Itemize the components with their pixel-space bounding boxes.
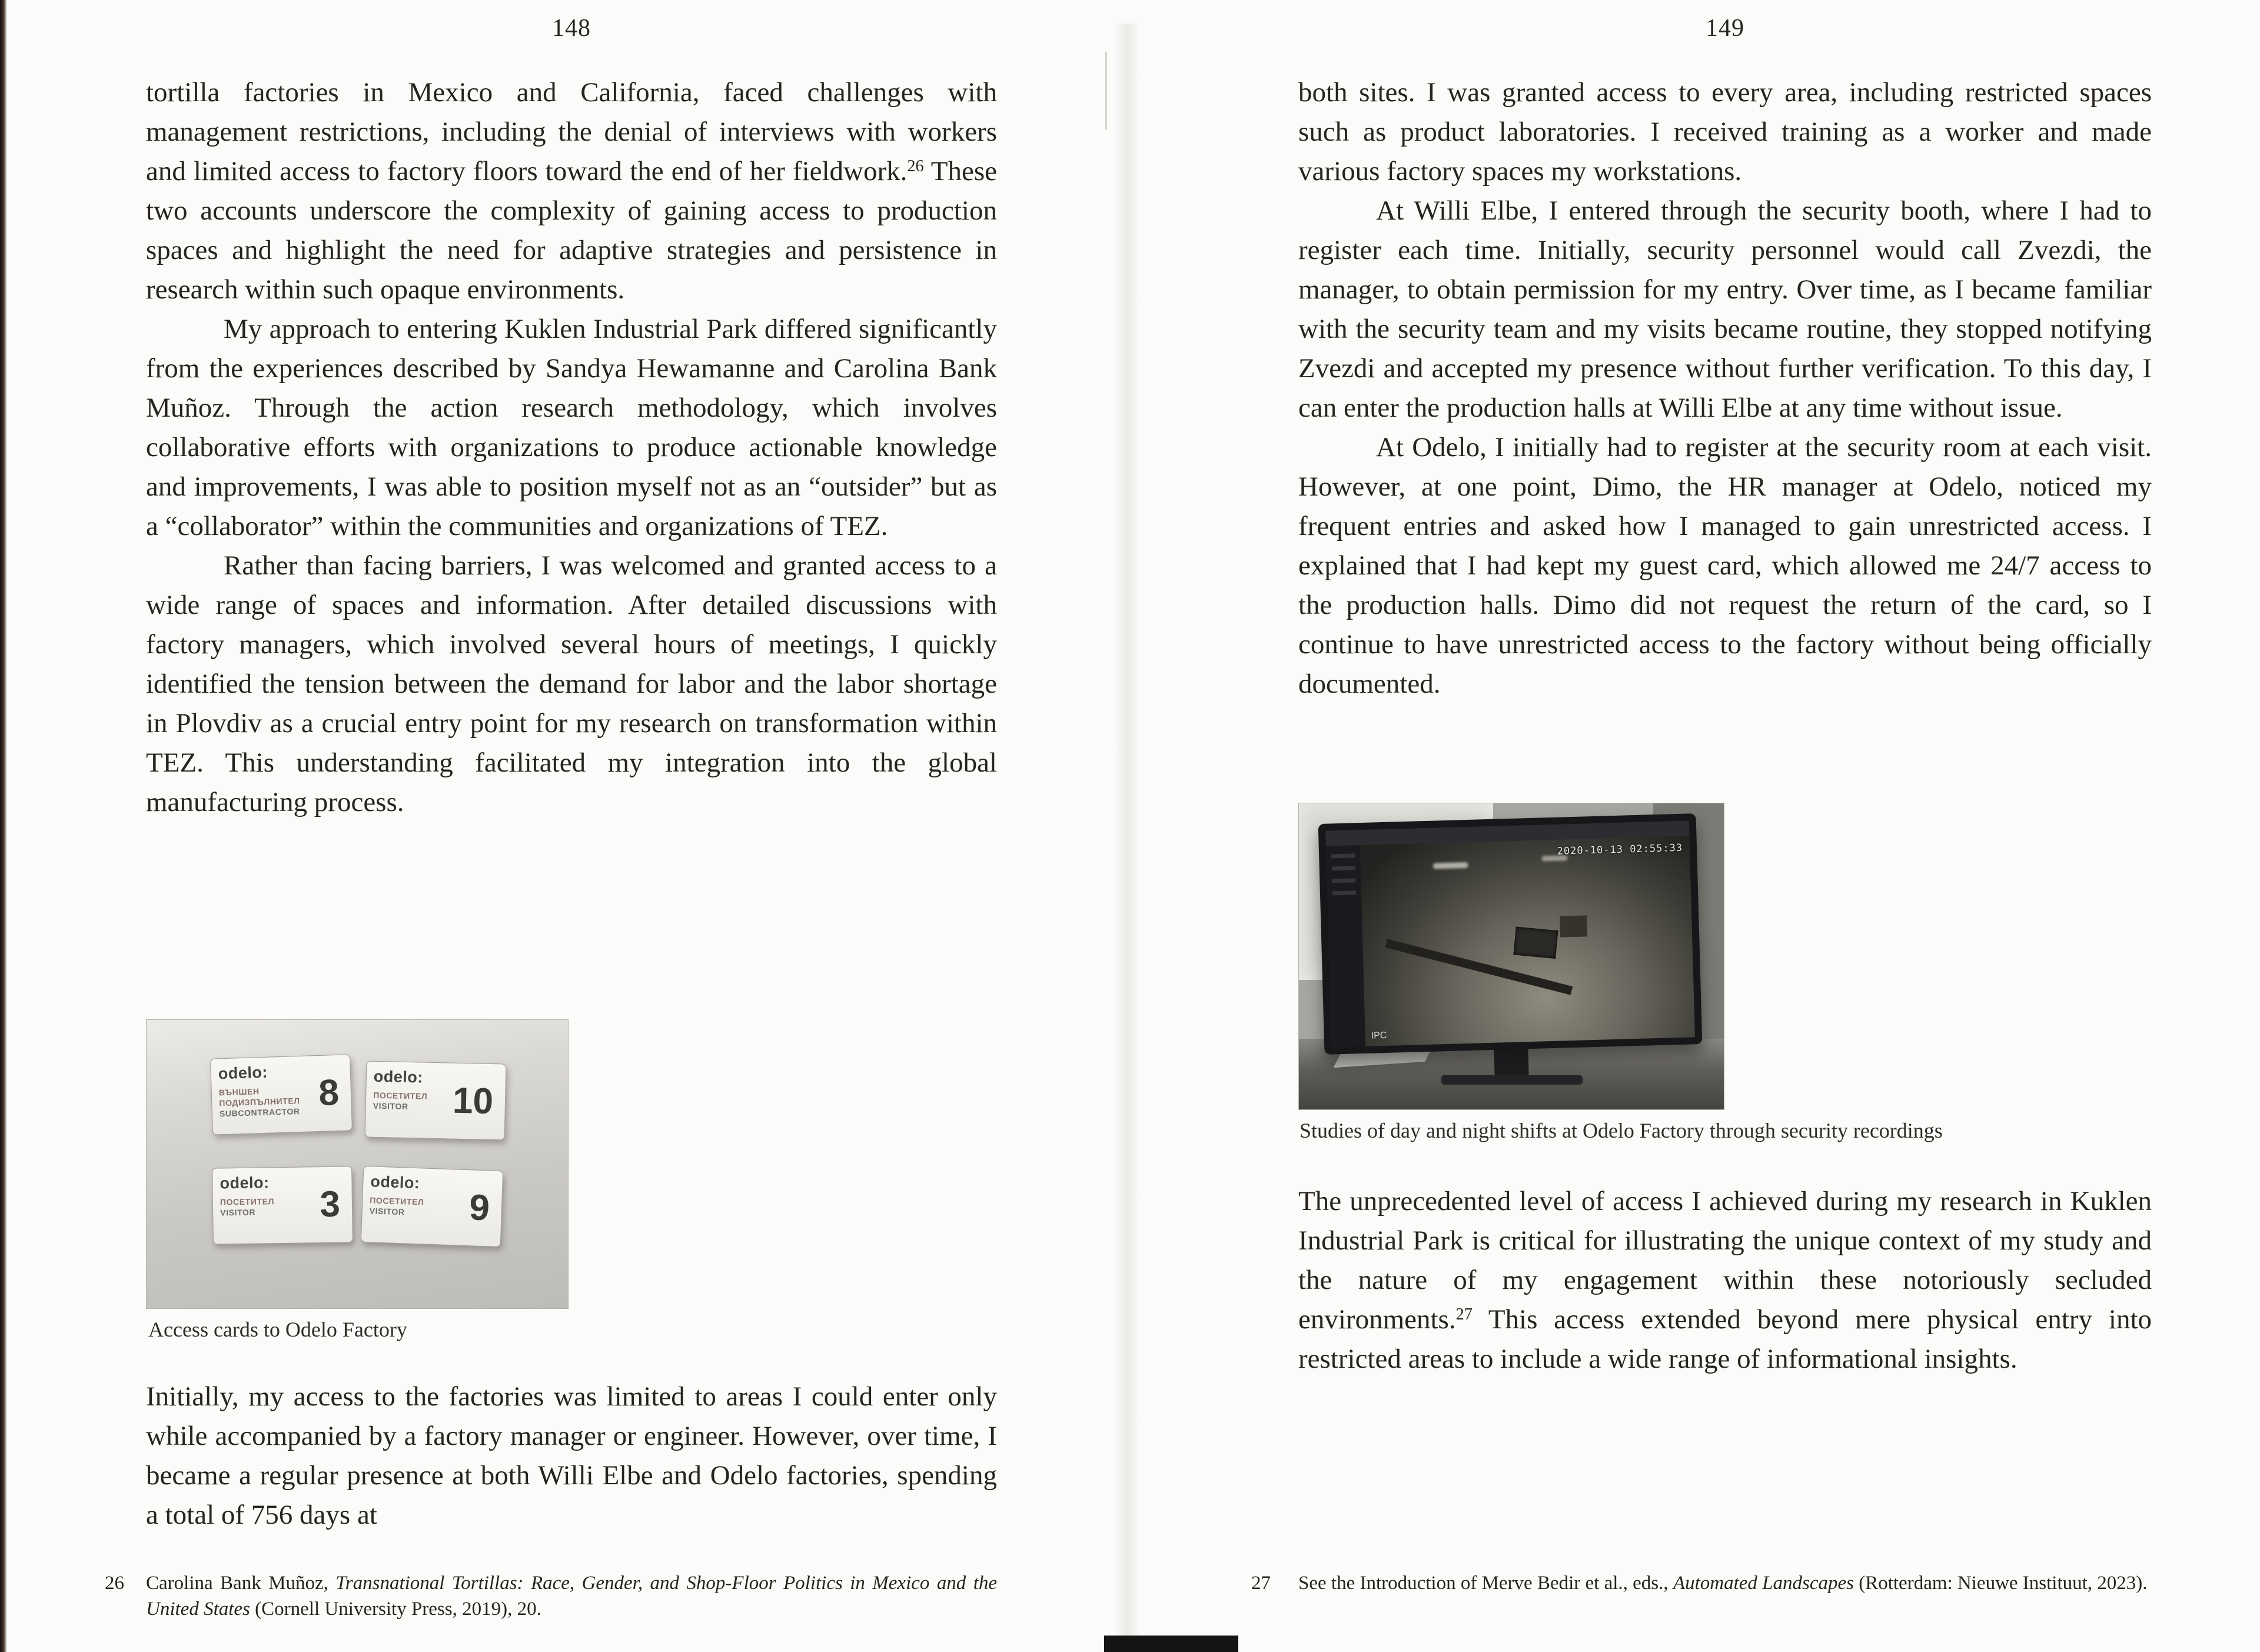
card-line: VISITOR: [373, 1101, 408, 1112]
card-number: 8: [318, 1072, 340, 1113]
camera-list-item: [1331, 853, 1355, 858]
access-card-visitor: [212, 1166, 353, 1244]
access-card-visitor: [361, 1166, 503, 1247]
text-run: See the Introduction of Merve Bedir et al., eds.,: [1298, 1573, 1673, 1594]
footnote-ref-27: 27: [1455, 1305, 1473, 1324]
body-paragraph: both sites. I was granted access to every area, including restricted spaces such as product laboratories. I received training as a worker and made various factory spaces my workstations.: [1298, 77, 2152, 187]
camera-list-item: [1332, 890, 1356, 895]
footnote-text: [1298, 1570, 2152, 1596]
ceiling-light: [1433, 862, 1468, 869]
security-monitor-photo: [1298, 803, 1724, 1110]
footnote-27: [1251, 1570, 2152, 1596]
scan-artifact-bar: [1104, 1636, 1238, 1652]
body-paragraph: Initially, my access to the factories was limited to areas I could enter only while accompanied by a factory manager or engineer. However, over time, I became a regular presence at both Willi Elbe and Odelo factories, spending a total of 756 days at: [146, 1381, 997, 1530]
card-line: VISITOR: [369, 1206, 405, 1217]
page-number-149: 149: [1706, 15, 1744, 42]
monitor-stand: [1494, 1046, 1528, 1079]
body-paragraph: My approach to entering Kuklen Industrial Park differed significantly from the experiences described by Sandya Hewamanne and Carolina Bank Muñoz. Through the action research methodology, which involves collaborative efforts with organizations to produce actionable knowledge and improvements, I was able to position myself not as an “outsider” but as a “collaborator” within the communities and organizations of TEZ.: [146, 314, 997, 541]
odelo-logo: odelo:: [218, 1063, 268, 1083]
footnote-number: 26: [105, 1573, 124, 1594]
odelo-logo: odelo:: [370, 1172, 420, 1192]
left-page-body-text: [146, 73, 997, 822]
card-line: ПОДИЗПЪЛНИТЕЛ: [219, 1096, 300, 1108]
odelo-logo: odelo:: [373, 1067, 424, 1086]
cctv-fisheye-view: [1360, 836, 1695, 1046]
right-page-body-text-2: [1298, 1182, 2152, 1379]
page-gutter-shadow: [1115, 24, 1141, 1636]
scan-edge-shadow: [0, 0, 7, 1652]
photo-caption: Studies of day and night shifts at Odelo Factory through security recordings: [1300, 1119, 1943, 1142]
cctv-camera-label: IPC: [1371, 1030, 1387, 1041]
text-run: (Cornell University Press, 2019), 20.: [250, 1598, 541, 1620]
machinery-shape: [1560, 915, 1587, 937]
access-card-visitor: [365, 1061, 507, 1141]
page-number-148: 148: [552, 15, 591, 42]
camera-list-item: [1332, 866, 1355, 870]
card-line: SUBCONTRACTOR: [219, 1106, 300, 1119]
spine-mark: [1105, 52, 1107, 129]
body-paragraph: At Willi Elbe, I entered through the security booth, where I had to register each time. Initially, security personnel would call Zvezdi, the manager, to obtain permission for my entry. Over time, as I became familiar with the security team and my visits became routine, they stopped notifying Zvezdi and accepted my presence without further verification. To this day, I can enter the production halls at Willi Elbe at any time without issue.: [1298, 195, 2152, 423]
text-run: (Rotterdam: Nieuwe Instituut, 2023).: [1853, 1573, 2148, 1594]
body-paragraph: Rather than facing barriers, I was welcomed and granted access to a wide range of spaces and information. After detailed discussions with factory managers, which involved several hours of meetings, I quickly identified the tension between the demand for labor and the labor shortage in Plovdiv as a crucial entry point for my research on transformation within TEZ. This understanding facilitated my integration into the global manufacturing process.: [146, 550, 997, 817]
monitor: [1318, 813, 1703, 1055]
card-line: ПОСЕТИТЕЛ: [370, 1195, 424, 1207]
card-line: ПОСЕТИТЕЛ: [373, 1090, 428, 1101]
left-page-body-text-2: [146, 1377, 997, 1535]
card-line: VISITOR: [220, 1207, 256, 1218]
access-card-subcontractor: [210, 1054, 353, 1135]
book-title-italic: Transnational Tortillas: Race, Gender, and Shop-Floor Politics in Mexico and the United States: [146, 1573, 998, 1620]
book-title-italic: Automated Landscapes: [1673, 1573, 1854, 1594]
footnote-ref-26: 26: [907, 157, 924, 175]
body-paragraph: At Odelo, I initially had to register at the security room at each visit. However, at one point, Dimo, the HR manager at Odelo, noticed my frequent entries and asked how I managed to gain unrestricted access. I explained that I had kept my guest card, which allowed me 24/7 access to the production halls. Dimo did not request the return of the card, so I continue to have unrestricted access to the factory without being officially documented.: [1298, 432, 2152, 699]
machinery-shape: [1513, 927, 1558, 959]
card-line: ПОСЕТИТЕЛ: [220, 1196, 275, 1207]
photo-caption: Access cards to Odelo Factory: [148, 1318, 407, 1341]
text-run: These two accounts underscore the complexity of gaining access to production spaces and highlight the need for adaptive strategies and persistence in research within such opaque environments.: [146, 156, 997, 305]
footnote-text: [146, 1570, 997, 1622]
odelo-logo: odelo:: [220, 1174, 270, 1192]
right-page-body-text: [1298, 73, 2152, 704]
text-run: The unprecedented level of access I achieved during my research in Kuklen Industrial Park is critical for illustrating the unique context of my study and the nature of my engagement within these notoriously secluded environments.: [1298, 1186, 2152, 1335]
cctv-timestamp: 2020-10-13 02:55:33: [1557, 842, 1683, 857]
cctv-screen: [1325, 820, 1695, 1047]
card-number: 9: [468, 1187, 491, 1229]
card-number: 3: [320, 1184, 341, 1225]
footnote-26: [105, 1570, 997, 1622]
card-line: ВЪНШЕН: [218, 1086, 260, 1098]
monitor-stand-base: [1441, 1075, 1583, 1085]
body-paragraph: [1298, 1182, 2152, 1379]
footnote-number: 27: [1251, 1573, 1271, 1594]
cctv-sidebar: [1326, 845, 1366, 1047]
body-paragraph: [146, 73, 997, 310]
text-run: tortilla factories in Mexico and California, faced challenges with management restrictions, including the denial of interviews with workers and limited access to factory floors toward the end of her fieldwork.: [146, 77, 997, 187]
access-cards-photo: [146, 1019, 569, 1309]
card-number: 10: [452, 1080, 494, 1122]
camera-list-item: [1332, 878, 1355, 883]
text-run: Carolina Bank Muñoz,: [146, 1573, 336, 1594]
text-run: This access extended beyond mere physical entry into restricted areas to include a wide range of informational insights.: [1298, 1304, 2152, 1374]
